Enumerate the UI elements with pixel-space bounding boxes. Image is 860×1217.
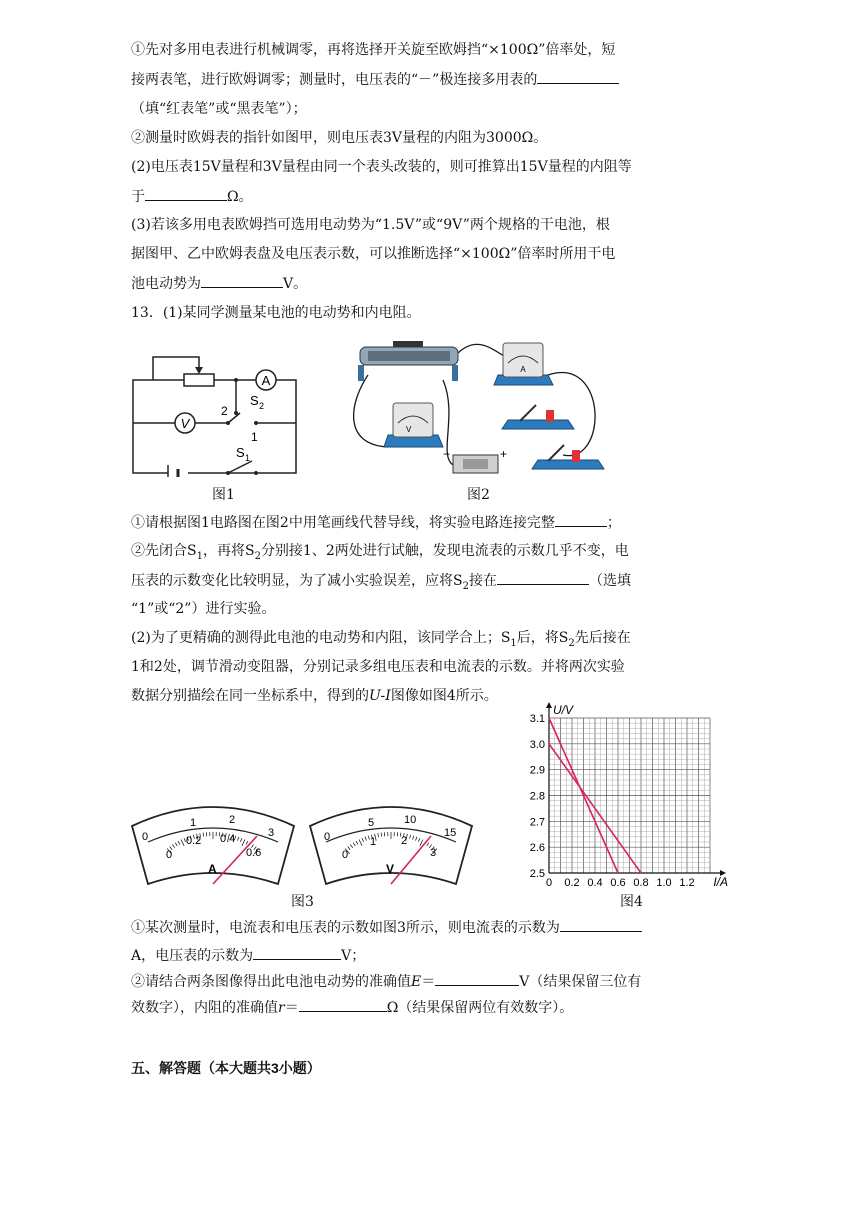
meters-fig3 (128, 796, 478, 886)
text-line (131, 997, 573, 1018)
s2-subscript: 2 (259, 401, 265, 411)
voltmeter-unit: V (386, 862, 395, 876)
answer-blank[interactable] (201, 273, 283, 288)
circuit-diagram-fig1 (128, 345, 300, 477)
ammeter-outer-tick: 2 (229, 814, 236, 826)
voltmeter-device (384, 403, 443, 447)
text-span: ； (606, 515, 621, 531)
voltmeter-outer-tick: 5 (368, 817, 375, 829)
text-line (131, 570, 631, 597)
text-span: U-I (369, 688, 391, 704)
voltmeter-device-label: V (406, 425, 412, 434)
text-span: r (278, 1000, 285, 1016)
ammeter-outer-tick: 1 (190, 817, 197, 829)
ammeter-label: A (261, 373, 271, 388)
ammeter-inner-tick: 0.6 (246, 847, 262, 859)
subscript: 2 (254, 550, 261, 562)
text-line: (3)若该多用电表欧姆挡可选用电动势为“1.5V”或“9V”两个规格的干电池，根 (131, 217, 610, 233)
y-tick-label: 3.0 (529, 738, 545, 751)
subscript: 1 (510, 637, 517, 649)
text-span: E (411, 974, 422, 990)
text-span: （选填 (588, 573, 631, 589)
answer-blank[interactable] (497, 570, 589, 585)
text-line (131, 541, 629, 567)
ui-chart-fig4 (520, 700, 738, 895)
text-line (131, 273, 307, 294)
dial-tick (203, 833, 204, 837)
x-tick-label: 0.6 (610, 877, 626, 889)
text-span: 接在 (468, 573, 497, 589)
text-span: 于 (131, 189, 145, 205)
fig1-caption: 图1 (212, 487, 235, 503)
x-tick-label: 0.2 (564, 877, 580, 889)
voltmeter-outer-zero: 0 (324, 831, 331, 843)
text-span: A，电压表的示数为 (131, 948, 254, 964)
voltmeter-dial (310, 807, 472, 884)
section-heading: 五、解答题（本大题共3小题） (131, 1060, 321, 1076)
text-line: ②测量时欧姆表的指针如图甲，则电压表3V量程的内阻为3000Ω。 (131, 130, 548, 146)
text-span: Ω（结果保留两位有效数字）。 (386, 1000, 574, 1016)
ammeter-outer-zero: 0 (142, 831, 149, 843)
ammeter-outer-tick: 3 (268, 827, 275, 839)
text-span: (2)为了更精确的测得此电池的电动势和内阻，该同学合上；S (131, 630, 511, 646)
y-tick-label: 2.6 (529, 842, 545, 855)
text-span: 接两表笔，进行欧姆调零；测量时，电压表的“－”极连接多用表的 (131, 72, 538, 88)
y-axis-arrow (546, 702, 552, 708)
text-span: 图像如图4所示。 (390, 688, 498, 704)
text-span: ＝ (421, 974, 436, 990)
switch-pos-2: 2 (221, 404, 228, 418)
ammeter-dial (132, 807, 294, 884)
y-tick-label: 2.7 (529, 816, 545, 829)
text-span: 效数字），内阻的准确值 (131, 1000, 278, 1016)
s1-label: S (236, 445, 245, 460)
x-tick-label: 0.8 (633, 877, 649, 889)
ammeter-inner-tick: 0.4 (220, 833, 236, 845)
rheostat (358, 341, 458, 381)
text-line: 据图甲、乙中欧姆表盘及电压表示数，可以推断选择“×100Ω”倍率时所用干电 (131, 246, 616, 262)
x-tick-label: 0.4 (587, 877, 603, 889)
text-span: V； (341, 948, 366, 964)
x-tick-label: 1.0 (656, 877, 672, 889)
x-tick-label: 1.2 (679, 877, 695, 889)
text-span: ①某次测量时，电流表和电压表的示数如图3所示，则电流表的示数为 (131, 920, 560, 936)
text-span: V。 (283, 276, 308, 292)
voltmeter-outer-tick: 15 (444, 827, 457, 839)
ammeter-inner-tick: 0.2 (186, 835, 202, 847)
voltmeter-inner-tick: 3 (430, 847, 437, 859)
text-span: V（结果保留三位有 (519, 974, 642, 990)
dial-tick (381, 833, 382, 837)
text-line: (2)电压表15V量程和3V量程由同一个表头改装的，则可推算出15V量程的内阻等 (131, 159, 632, 175)
voltmeter-label: V (180, 416, 190, 431)
answer-blank[interactable] (537, 69, 619, 84)
y-tick-label: 2.5 (529, 868, 545, 880)
ammeter-device-label: A (520, 365, 526, 374)
y-tick-label: 2.9 (529, 764, 545, 777)
answer-blank[interactable] (560, 917, 642, 932)
answer-blank[interactable] (299, 997, 387, 1012)
x-tick-label: 0 (545, 877, 553, 889)
text-span: 池电动势为 (131, 276, 201, 292)
text-span: ②先闭合S (131, 543, 197, 559)
text-line (131, 686, 498, 706)
text-span: Ω。 (227, 189, 253, 205)
switch-s1-device (532, 445, 604, 469)
answer-blank[interactable] (253, 945, 341, 960)
text-span: ，再将S (202, 543, 255, 559)
battery-plus: + (500, 447, 508, 461)
voltmeter-outer-tick: 10 (404, 814, 417, 826)
answer-blank[interactable] (555, 512, 607, 527)
ammeter-unit: A (208, 862, 217, 876)
apparatus-fig2 (348, 335, 618, 480)
text-span: 压表的示数变化比较明显，为了减小实验误差，应将S (131, 573, 463, 589)
battery-minus: − (443, 447, 451, 461)
text-line (131, 186, 253, 207)
text-line (131, 512, 621, 533)
subscript: 1 (196, 550, 203, 562)
text-span: 数据分别描绘在同一坐标系中，得到的 (131, 688, 369, 704)
battery-device (443, 447, 507, 473)
s1-subscript: 1 (245, 453, 251, 463)
y-tick-label: 2.8 (529, 790, 545, 803)
fig4-caption: 图4 (620, 894, 643, 910)
fig2-caption: 图2 (467, 487, 490, 503)
text-line: （填“红表笔”或“黑表笔”）； (131, 101, 307, 117)
text-line (131, 69, 619, 90)
text-span: 后，将S (516, 630, 569, 646)
text-span: ①请根据图1电路图在图2中用笔画线代替导线，将实验电路连接完整 (131, 515, 555, 531)
text-span: 分别接1、2两处进行试触，发现电流表的示数几乎不变，电 (260, 543, 629, 559)
text-line (131, 628, 631, 654)
y-axis-label: U/V (553, 703, 574, 717)
switch-s2-device (502, 405, 574, 429)
voltmeter-inner-tick: 1 (370, 836, 377, 848)
answer-blank[interactable] (435, 971, 519, 986)
s2-label: S (250, 393, 259, 408)
x-axis-label: I/A (713, 875, 728, 889)
text-span: 先后接在 (574, 630, 631, 646)
text-line: 1和2处，调节滑动变阻器，分别记录多组电压表和电流表的示数。并将两次实验 (131, 659, 625, 675)
fig3-caption: 图3 (291, 894, 314, 910)
text-line (131, 945, 365, 966)
subscript: 2 (568, 637, 575, 649)
text-line (131, 971, 641, 992)
text-line (131, 917, 642, 938)
text-span: ②请结合两条图像得出此电池电动势的准确值 (131, 974, 411, 990)
text-span: ＝ (284, 1000, 299, 1016)
switch-pos-1: 1 (251, 430, 258, 444)
answer-blank[interactable] (145, 186, 227, 201)
y-tick-label: 3.1 (529, 713, 545, 725)
text-line: “1”或“2”）进行实验。 (131, 601, 276, 617)
text-line: ①先对多用电表进行机械调零，再将选择开关旋至欧姆挡“×100Ω”倍率处，短 (131, 42, 616, 58)
ammeter-inner-tick: 0 (166, 849, 173, 861)
voltmeter-inner-zero: 0 (342, 849, 349, 861)
voltmeter-inner-tick: 2 (401, 835, 408, 847)
subscript: 2 (462, 580, 469, 592)
ammeter-device (494, 343, 553, 385)
question-13-title: 13．(1)某同学测量某电池的电动势和内电阻。 (131, 305, 421, 321)
